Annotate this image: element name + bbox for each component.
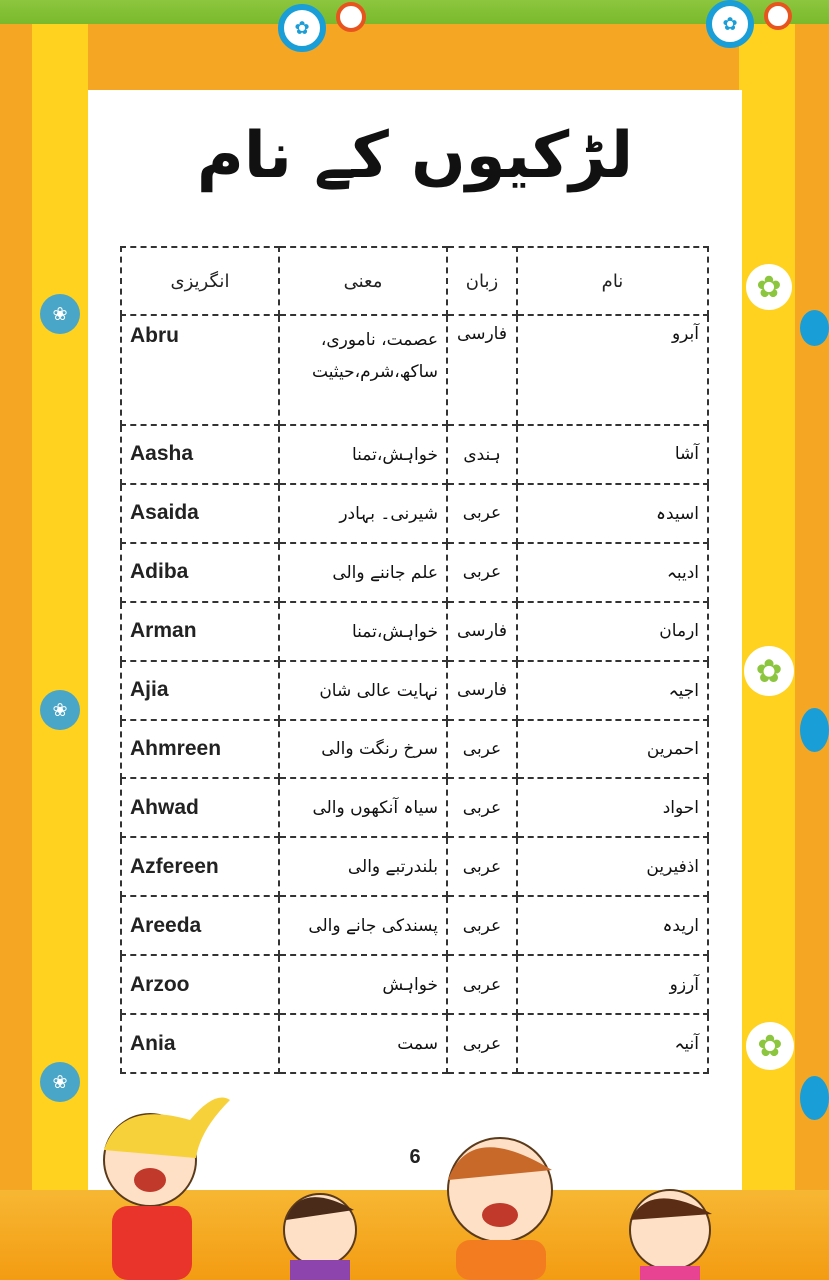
meaning: خواہش bbox=[279, 955, 447, 1014]
urdu-name: آبرو bbox=[517, 315, 708, 425]
meaning: سرخ رنگت والی bbox=[279, 720, 447, 779]
flower-icon: ✿ bbox=[746, 1022, 794, 1070]
meaning: پسندکی جانے والی bbox=[279, 896, 447, 955]
flower-icon: ❀ bbox=[40, 294, 80, 334]
english-name: Arman bbox=[121, 602, 279, 661]
english-name: Asaida bbox=[121, 484, 279, 543]
english-name: Ahwad bbox=[121, 778, 279, 837]
language: فارسی bbox=[447, 661, 517, 720]
language: عربی bbox=[447, 720, 517, 779]
flower-icon: ✿ bbox=[746, 264, 792, 310]
table-row bbox=[121, 602, 708, 661]
meaning: بلندرتبے والی bbox=[279, 837, 447, 896]
meaning: سیاہ آنکھوں والی bbox=[279, 778, 447, 837]
meaning: سمت bbox=[279, 1014, 447, 1073]
cartoon-kids-illustration bbox=[0, 1080, 829, 1280]
language: فارسی bbox=[447, 315, 517, 425]
header-name: نام bbox=[517, 247, 708, 315]
urdu-name: احواد bbox=[517, 778, 708, 837]
english-name: Ahmreen bbox=[121, 720, 279, 779]
flower-icon: ❀ bbox=[40, 1062, 80, 1102]
language: عربی bbox=[447, 543, 517, 602]
flower-icon bbox=[800, 708, 829, 752]
urdu-name: اسیدہ bbox=[517, 484, 708, 543]
language: عربی bbox=[447, 896, 517, 955]
meaning: عصمت، ناموری، ساکھ،شرم،حیثیت bbox=[279, 315, 447, 425]
flower-icon bbox=[800, 310, 829, 346]
urdu-name: آرزو bbox=[517, 955, 708, 1014]
meaning: نہایت عالی شان bbox=[279, 661, 447, 720]
english-name: Azfereen bbox=[121, 837, 279, 896]
urdu-name: اذفیرین bbox=[517, 837, 708, 896]
language: عربی bbox=[447, 955, 517, 1014]
table-row bbox=[121, 425, 708, 484]
table-row bbox=[121, 484, 708, 543]
urdu-name: ادیبہ bbox=[517, 543, 708, 602]
table-row bbox=[121, 661, 708, 720]
urdu-name: اجیہ bbox=[517, 661, 708, 720]
names-table bbox=[120, 246, 709, 1074]
flower-icon: ✿ bbox=[278, 4, 326, 52]
table-row bbox=[121, 955, 708, 1014]
urdu-name: ارمان bbox=[517, 602, 708, 661]
table-row bbox=[121, 778, 708, 837]
top-decorative-band bbox=[0, 0, 829, 24]
english-name: Ania bbox=[121, 1014, 279, 1073]
meaning: خواہش،تمنا bbox=[279, 425, 447, 484]
urdu-name: آنیہ bbox=[517, 1014, 708, 1073]
header-english: انگریزی bbox=[121, 247, 279, 315]
table-row bbox=[121, 720, 708, 779]
english-name: Arzoo bbox=[121, 955, 279, 1014]
table-row bbox=[121, 1014, 708, 1073]
header-meaning: معنی bbox=[279, 247, 447, 315]
language: عربی bbox=[447, 484, 517, 543]
page-title: لڑکیوں کے نام bbox=[196, 119, 634, 193]
table-row bbox=[121, 315, 708, 425]
english-name: Ajia bbox=[121, 661, 279, 720]
english-name: Abru bbox=[121, 315, 279, 425]
language: فارسی bbox=[447, 602, 517, 661]
table-header-row bbox=[121, 247, 708, 315]
flower-icon: ✿ bbox=[744, 646, 794, 696]
flower-icon: ✿ bbox=[706, 0, 754, 48]
language: عربی bbox=[447, 778, 517, 837]
english-name: Aasha bbox=[121, 425, 279, 484]
header-language: زبان bbox=[447, 247, 517, 315]
flower-icon: ❀ bbox=[40, 690, 80, 730]
meaning: خواہش،تمنا bbox=[279, 602, 447, 661]
meaning: علم جاننے والی bbox=[279, 543, 447, 602]
urdu-name: اریدہ bbox=[517, 896, 708, 955]
table-row bbox=[121, 543, 708, 602]
page-number: 6 bbox=[409, 1146, 421, 1168]
language: ہندی bbox=[447, 425, 517, 484]
english-name: Adiba bbox=[121, 543, 279, 602]
flower-icon bbox=[764, 2, 792, 30]
meaning: شیرنی۔ بہادر bbox=[279, 484, 447, 543]
flower-icon bbox=[336, 2, 366, 32]
language: عربی bbox=[447, 837, 517, 896]
urdu-name: آشا bbox=[517, 425, 708, 484]
urdu-name: احمرین bbox=[517, 720, 708, 779]
table-row bbox=[121, 837, 708, 896]
language: عربی bbox=[447, 1014, 517, 1073]
english-name: Areeda bbox=[121, 896, 279, 955]
table-row bbox=[121, 896, 708, 955]
